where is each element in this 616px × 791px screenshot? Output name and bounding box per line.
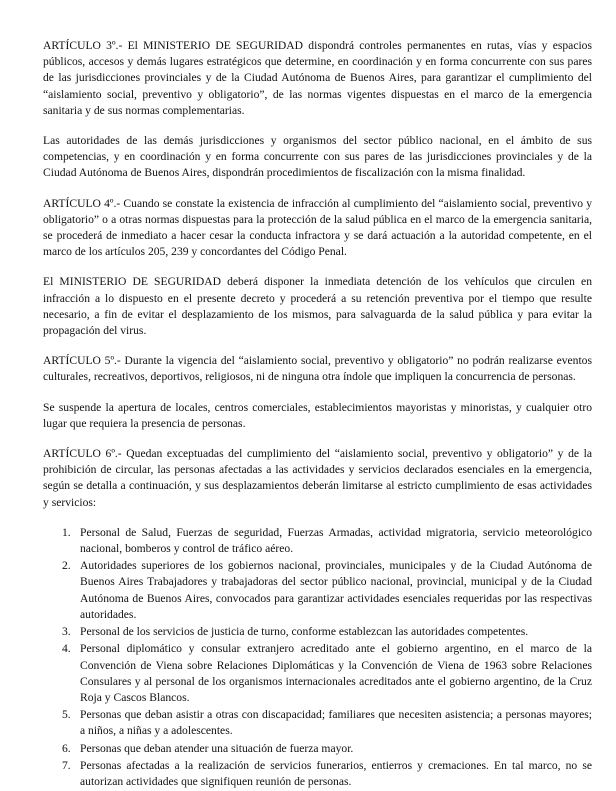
exceptions-list <box>43 525 592 790</box>
article-4-second-paragraph: El MINISTERIO DE SEGURIDAD deberá disponer la inmediata detención de los vehículos que circulen en infracción a lo dispuesto en el presente decreto y procederá a su retención preventiva por el tiempo que resulte necesario, a fin de evitar el desplazamiento de los mismos, para salvaguarda de la salud pública y para evitar la propagación del virus. <box>43 275 592 338</box>
list-item <box>62 758 592 790</box>
list-item <box>62 624 592 640</box>
article-5-paragraph: ARTÍCULO 5º.- Durante la vigencia del “aislamiento social, preventivo y obligatorio” no podrán realizarse eventos culturales, recreativos, deportivos, religiosos, ni de ninguna otra índole que impliquen la concurrencia de personas. <box>43 354 592 384</box>
list-item-text: Personal de Salud, Fuerzas de seguridad, Fuerzas Armadas, actividad migratoria, servicio meteorológico nacional, bomberos y control de tráfico aéreo. <box>80 525 592 556</box>
list-item <box>62 641 592 706</box>
list-item-number: 7. <box>62 758 71 772</box>
list-item-text: Personal diplomático y consular extranjero acreditado ante el gobierno argentino, en el marco de la Convención de Viena sobre Relaciones Diplomáticas y la Convención de Viena de 1963 sobre Relaciones Consulares y al personal de los organismos internacionales acreditados ante el gobierno argentino, de la Cruz Roja y Cascos Blancos. <box>80 642 592 704</box>
list-item-text: Personas que deban asistir a otras con discapacidad; familiares que necesiten asistencia; a personas mayores; a niños, a niñas y a adolescentes. <box>80 708 592 738</box>
list-item <box>62 707 592 739</box>
list-item-number: 5. <box>62 708 71 722</box>
list-item <box>62 525 592 557</box>
article-4-paragraph: ARTÍCULO 4º.- Cuando se constate la existencia de infracción al cumplimiento del “aislamiento social, preventivo y obligatorio” o a otras normas dispuestas para la protección de la salud pública en el marco de la emergencia sanitaria, se procederá de inmediato a hacer cesar la conducta infractora y se dará actuación a la autoridad competente, en el marco de los artículos 205, 239 y concordantes del Código Penal. <box>43 196 592 259</box>
list-item-text: Personas afectadas a la realización de servicios funerarios, entierros y cremaciones. En tal marco, no se autorizan actividades que signifiquen reunión de personas. <box>80 758 592 788</box>
document-page <box>43 38 592 791</box>
list-item <box>62 558 592 623</box>
article-3-second-paragraph: Las autoridades de las demás jurisdicciones y organismos del sector público nacional, en el ámbito de sus competencias, y en coordinación y en forma concurrente con sus pares de las jurisdicciones provinciales y de la Ciudad Autónoma de Buenos Aires, dispondrán procedimientos de fiscalización con la misma finalidad. <box>43 134 592 180</box>
article-6-paragraph: ARTÍCULO 6º.- Quedan exceptuadas del cumplimiento del “aislamiento social, preventivo y obligatorio” y de la prohibición de circular, las personas afectadas a las actividades y servicios declarados esenciales en la emergencia, según se detalla a continuación, y sus desplazamientos deberán limitarse al estricto cumplimiento de esas actividades y servicios: <box>43 447 592 509</box>
list-item-number: 2. <box>62 559 71 573</box>
list-item-number: 6. <box>62 741 71 755</box>
list-item-text: Autoridades superiores de los gobiernos nacional, provinciales, municipales y de la Ciudad Autónoma de Buenos Aires Trabajadores y trabajadoras del sector público nacional, provincial, municipal y de la Ciudad Autónoma de Buenos Aires, convocados para garantizar actividades esenciales requeridas por las respectivas autoridades. <box>80 559 592 621</box>
list-item <box>62 741 592 757</box>
article-5-second-paragraph: Se suspende la apertura de locales, centros comerciales, establecimientos mayoristas y minoristas, y cualquier otro lugar que requiera la presencia de personas. <box>43 400 592 430</box>
list-item-number: 4. <box>62 642 71 656</box>
list-item-text: Personal de los servicios de justicia de turno, conforme establezcan las autoridades competentes. <box>80 625 529 639</box>
list-item-text: Personas que deban atender una situación de fuerza mayor. <box>80 741 354 755</box>
article-3-paragraph: ARTÍCULO 3º.- El MINISTERIO DE SEGURIDAD dispondrá controles permanentes en rutas, vías y espacios públicos, accesos y demás lugares estratégicos que determine, en coordinación y en forma concurrente con sus pares de las jurisdicciones provinciales y de la Ciudad Autónoma de Buenos Aires, para garantizar el cumplimiento del “aislamiento social, preventivo y obligatorio”, de las normas vigentes dispuestas en el marco de la emergencia sanitaria y de sus normas complementarias. <box>43 39 592 117</box>
list-item-number: 1. <box>62 525 71 539</box>
list-item-number: 3. <box>62 625 71 639</box>
